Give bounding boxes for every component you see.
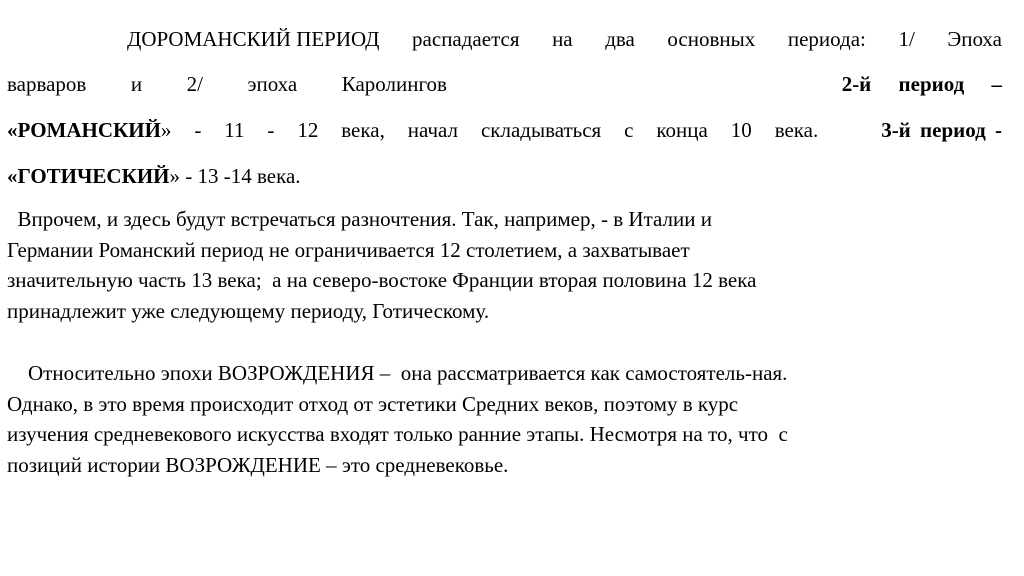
- word: -: [267, 118, 275, 142]
- word: 1/: [898, 27, 915, 51]
- word: на: [552, 27, 573, 51]
- term-preromanesque: ДОРОМАНСКИЙ ПЕРИОД: [127, 27, 380, 51]
- term-gothic: «ГОТИЧЕСКИЙ: [7, 164, 170, 188]
- word: начал: [407, 118, 459, 142]
- para3-line: Относительно эпохи ВОЗРОЖДЕНИЯ – она рассматривается как самостоятель-ная.: [7, 361, 788, 385]
- word: эпоха: [247, 72, 298, 96]
- word: Каролингов: [341, 72, 447, 96]
- gothic-dates: » - 13 -14 века.: [169, 164, 301, 188]
- para2-line: Впрочем, и здесь будут встречаться разночтения. Так, например, - в Италии и: [7, 207, 712, 231]
- word: два: [605, 27, 635, 51]
- word: 11: [224, 118, 245, 142]
- para3: [7, 358, 1007, 480]
- word: века.: [774, 118, 819, 142]
- word: Эпоха: [947, 27, 1002, 51]
- word: 10: [730, 118, 752, 142]
- para3-line: позиций истории ВОЗРОЖДЕНИЕ – это средневековье.: [7, 452, 509, 477]
- period-2-heading: 2-й период –: [841, 72, 1002, 96]
- para2: [7, 204, 1007, 326]
- period-3-heading: 3-й период -: [881, 118, 1002, 142]
- line-2-words: [7, 72, 447, 96]
- para2-line: Германии Романский период не ограничивается 12 столетием, а захватывает: [7, 237, 690, 262]
- word: -: [194, 118, 202, 142]
- word: и: [130, 72, 143, 96]
- word: складываться: [480, 118, 602, 142]
- word: варваров: [7, 72, 87, 96]
- word: периода:: [787, 27, 866, 51]
- word: с: [624, 118, 634, 142]
- term-romanesque: «РОМАНСКИЙ: [7, 118, 161, 142]
- word: »: [160, 118, 172, 142]
- para1-line-1: [127, 27, 1002, 51]
- word: 2/: [186, 72, 203, 96]
- para1-line-4: [7, 164, 1002, 188]
- word: 12: [297, 118, 319, 142]
- word: распадается: [412, 27, 520, 51]
- word: основных: [667, 27, 756, 51]
- para1-line-3: [7, 118, 1002, 142]
- para2-line: значительную часть 13 века; а на северо-востоке Франции вторая половина 12 века: [7, 268, 757, 293]
- para2-line: принадлежит уже следующему периоду, Готическому.: [7, 298, 490, 323]
- word: века,: [341, 118, 385, 142]
- para3-line: Однако, в это время происходит отход от эстетики Средних веков, поэтому в курс: [7, 391, 739, 416]
- para3-line: изучения средневекового искусства входят только ранние этапы. Несмотря на то, что с: [7, 422, 788, 447]
- word: конца: [656, 118, 708, 142]
